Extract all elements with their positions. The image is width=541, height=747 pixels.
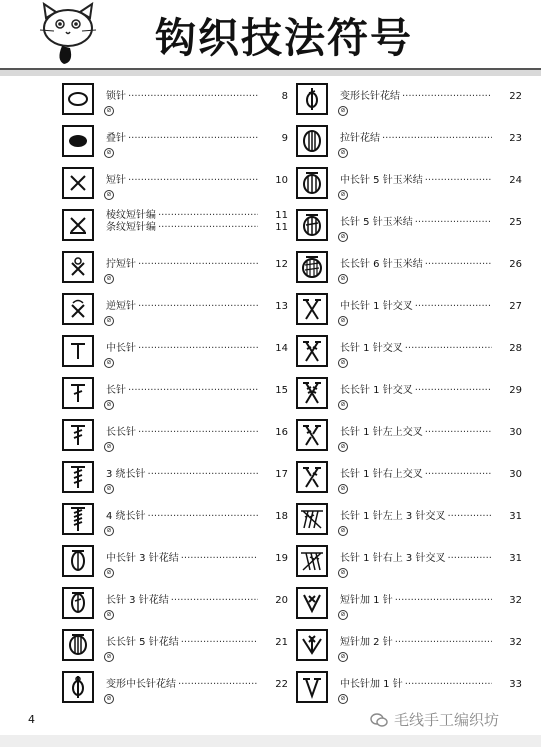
list-item (296, 248, 536, 290)
entry-page-secondary: 11 (258, 221, 288, 235)
link-icon: ⊘ (104, 148, 114, 158)
list-item (62, 206, 302, 248)
hdc-1-cross-icon (296, 293, 328, 325)
page-header (0, 0, 541, 72)
single-crochet-x-icon (62, 167, 94, 199)
dc-1-cross-icon (296, 335, 328, 367)
entry-page: 10 (258, 174, 288, 188)
list-item (296, 290, 536, 332)
link-icon: ⊘ (104, 568, 114, 578)
modified-hdc-puff-icon (62, 671, 94, 703)
entry-page: 14 (258, 342, 288, 356)
link-icon: ⊘ (338, 526, 348, 536)
entry-page: 32 (492, 594, 522, 608)
entry-label: 中长针加 1 针 ····· (340, 678, 508, 692)
link-icon: ⊘ (104, 400, 114, 410)
treble-crochet-icon (62, 419, 94, 451)
list-item (296, 206, 536, 248)
list-item (296, 458, 536, 500)
entry-page: 21 (258, 636, 288, 650)
entry-page: 26 (492, 258, 522, 272)
link-icon: ⊘ (338, 316, 348, 326)
entry-label: 短针加 1 针 ····· (340, 594, 508, 608)
half-double-crochet-t-icon (62, 335, 94, 367)
entry-page: 32 (492, 636, 522, 650)
tr-5-puff-icon (62, 629, 94, 661)
entry-page: 19 (258, 552, 288, 566)
list-item (62, 122, 302, 164)
list-item (296, 542, 536, 584)
link-icon: ⊘ (338, 106, 348, 116)
link-icon: ⊘ (338, 484, 348, 494)
link-icon: ⊘ (338, 232, 348, 242)
link-icon: ⊘ (338, 442, 348, 452)
reverse-single-crochet-icon (62, 293, 94, 325)
link-icon: ⊘ (104, 442, 114, 452)
entry-label: 长针 1 针左上交叉 ····· (340, 426, 508, 440)
entry-page: 9 (258, 132, 288, 146)
entry-page: 31 (492, 510, 522, 524)
list-item (62, 332, 302, 374)
entry-page: 23 (492, 132, 522, 146)
link-icon: ⊘ (104, 652, 114, 662)
wechat-icon (370, 713, 388, 727)
list-item (296, 416, 536, 458)
entry-page: 22 (258, 678, 288, 692)
entry-page: 16 (258, 426, 288, 440)
list-item (62, 248, 302, 290)
entry-label: 长针 1 针右上 3 针交叉 ····· (340, 552, 508, 566)
header-divider (0, 68, 541, 76)
entry-label: 长针 5 针玉米结 ····· (340, 216, 508, 230)
list-item (62, 80, 302, 122)
entry-page: 18 (258, 510, 288, 524)
dc-3-puff-icon (62, 587, 94, 619)
list-item (62, 542, 302, 584)
list-item (62, 290, 302, 332)
link-icon: ⊘ (104, 358, 114, 368)
list-item (296, 332, 536, 374)
list-item (62, 458, 302, 500)
list-item (62, 668, 302, 710)
link-icon: ⊘ (104, 526, 114, 536)
entry-label: 长长针 ····· (106, 426, 274, 440)
list-item (296, 122, 536, 164)
dc-1-left-over-cross-icon (296, 419, 328, 451)
entry-label: 拧短针 ····· (106, 258, 274, 272)
entry-label: 短针 ····· (106, 174, 274, 188)
hdc-3-puff-icon (62, 545, 94, 577)
hdc-increase-1-icon (296, 671, 328, 703)
link-icon: ⊘ (104, 106, 114, 116)
entry-label: 长针 1 针右上交叉 ····· (340, 468, 508, 482)
modified-tr-puff-icon (296, 83, 328, 115)
chain-stitch-oval-icon (62, 83, 94, 115)
dc-5-popcorn-icon (296, 209, 328, 241)
triple-wrap-crochet-icon (62, 461, 94, 493)
entry-label: 锁针 ····· (106, 90, 274, 104)
entry-label: 中长针 1 针交叉 ····· (340, 300, 508, 314)
link-icon: ⊘ (338, 610, 348, 620)
ridge-single-crochet-icon (62, 209, 94, 241)
tr-6-popcorn-icon (296, 251, 328, 283)
slip-stitch-filled-oval-icon (62, 125, 94, 157)
list-item (62, 500, 302, 542)
link-icon: ⊘ (104, 610, 114, 620)
entry-page: 15 (258, 384, 288, 398)
page-number: 4 (28, 713, 35, 726)
page-title: 钩织技法符号 (155, 14, 413, 62)
link-icon: ⊘ (104, 274, 114, 284)
entry-page: 8 (258, 90, 288, 104)
entry-page: 20 (258, 594, 288, 608)
entry-label: 长针 1 针左上 3 针交叉 ····· (340, 510, 508, 524)
dc-1-right-over-3-cross-icon (296, 545, 328, 577)
link-icon: ⊘ (338, 274, 348, 284)
entry-label: 3 绕长针 ····· (106, 468, 274, 482)
tr-1-cross-icon (296, 377, 328, 409)
entry-page: 28 (492, 342, 522, 356)
entry-page: 17 (258, 468, 288, 482)
entry-page: 13 (258, 300, 288, 314)
link-icon: ⊘ (338, 190, 348, 200)
list-item (62, 584, 302, 626)
entry-label: 长针 3 针花结 ····· (106, 594, 274, 608)
link-icon: ⊘ (338, 400, 348, 410)
entry-page: 29 (492, 384, 522, 398)
link-icon: ⊘ (338, 148, 348, 158)
entry-label: 棱纹短针编 ····· (106, 209, 274, 223)
list-item (296, 584, 536, 626)
link-icon: ⊘ (338, 568, 348, 578)
entry-page: 30 (492, 426, 522, 440)
list-item (62, 374, 302, 416)
entry-label: 短针加 2 针 ····· (340, 636, 508, 650)
sc-increase-1-icon (296, 587, 328, 619)
link-icon: ⊘ (104, 190, 114, 200)
twisted-single-crochet-icon (62, 251, 94, 283)
entry-label: 变形中长针花结 ····· (106, 678, 274, 692)
entry-label: 中长针 3 针花结 ····· (106, 552, 274, 566)
entry-label: 中长针 ····· (106, 342, 274, 356)
list-item (296, 668, 536, 710)
entry-page: 25 (492, 216, 522, 230)
watermark-text: 毛线手工编织坊 (394, 711, 500, 729)
entry-page: 31 (492, 552, 522, 566)
dc-1-right-over-cross-icon (296, 461, 328, 493)
entry-label-secondary: 条纹短针编 ····· (106, 221, 274, 235)
entry-label: 4 绕长针 ····· (106, 510, 274, 524)
cat-mascot-icon (30, 2, 110, 66)
entry-page: 12 (258, 258, 288, 272)
link-icon: ⊘ (338, 694, 348, 704)
link-icon: ⊘ (338, 358, 348, 368)
hdc-5-popcorn-icon (296, 167, 328, 199)
bottom-band (0, 735, 541, 747)
entry-label: 长针 ····· (106, 384, 274, 398)
entry-label: 长长针 1 针交叉 ····· (340, 384, 508, 398)
list-item (296, 80, 536, 122)
list-item (296, 164, 536, 206)
list-item (296, 500, 536, 542)
double-crochet-icon (62, 377, 94, 409)
sc-increase-2-icon (296, 629, 328, 661)
list-item (296, 626, 536, 668)
list-item (62, 416, 302, 458)
entry-page: 22 (492, 90, 522, 104)
link-icon: ⊘ (104, 484, 114, 494)
dc-1-left-over-3-cross-icon (296, 503, 328, 535)
entry-label: 拉针花结 ····· (340, 132, 508, 146)
link-icon: ⊘ (338, 652, 348, 662)
entry-label: 中长针 5 针玉米结 ····· (340, 174, 508, 188)
quad-wrap-crochet-icon (62, 503, 94, 535)
link-icon: ⊘ (104, 694, 114, 704)
entry-page: 33 (492, 678, 522, 692)
entry-page: 27 (492, 300, 522, 314)
pulled-puff-icon (296, 125, 328, 157)
list-item (62, 626, 302, 668)
entry-label: 变形长针花结 ····· (340, 90, 508, 104)
entry-page: 30 (492, 468, 522, 482)
entry-page: 24 (492, 174, 522, 188)
entry-label: 叠针 ····· (106, 132, 274, 146)
entry-label: 长针 1 针交叉 ····· (340, 342, 508, 356)
watermark (370, 708, 540, 732)
list-item (62, 164, 302, 206)
link-icon: ⊘ (104, 316, 114, 326)
entry-label: 长长针 5 针花结 ····· (106, 636, 274, 650)
list-item (296, 374, 536, 416)
entry-page: 11 (258, 209, 288, 223)
entry-label: 逆短针 ····· (106, 300, 274, 314)
entry-label: 长长针 6 针玉米结 ····· (340, 258, 508, 272)
